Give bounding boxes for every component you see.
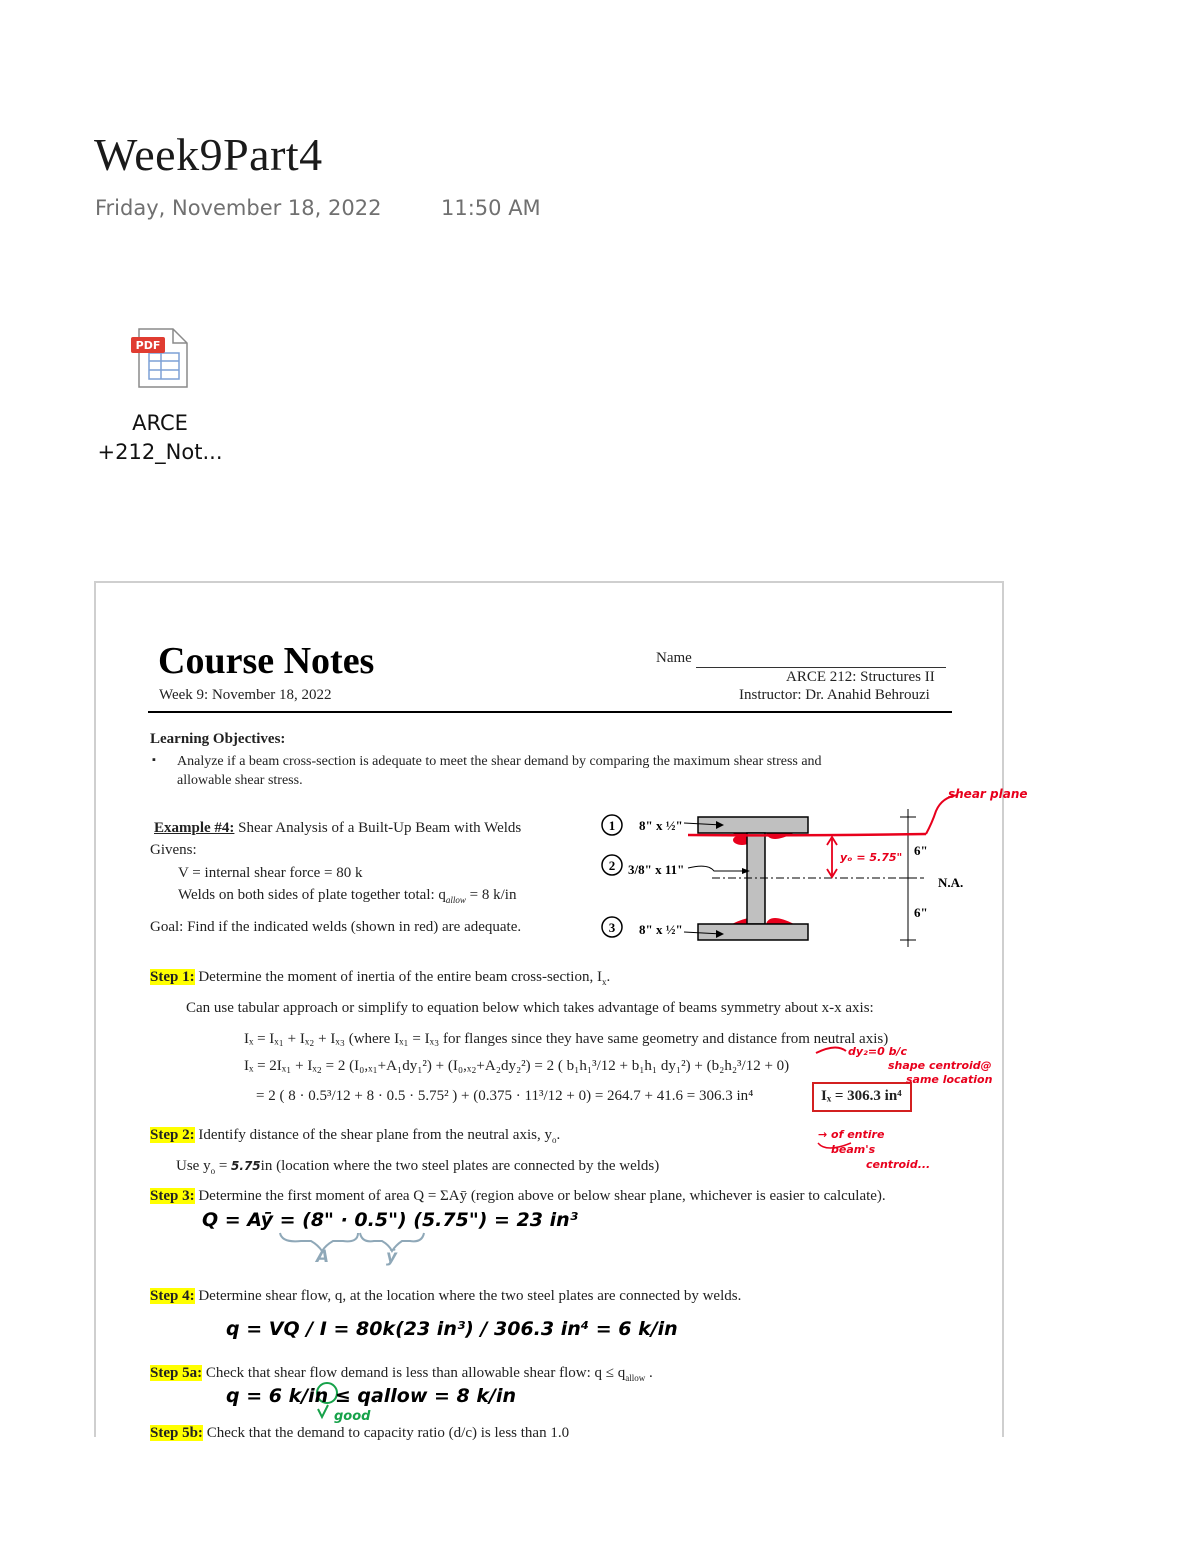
objective-line2: allowable shear stress. [177, 773, 303, 788]
label-text-1: 8" x ½" [639, 818, 683, 833]
page-time: 11:50 AM [441, 196, 541, 220]
given-welds-value: = 8 k/in [465, 887, 517, 903]
hw-of-entire: → of entire [818, 1128, 885, 1141]
leader-2 [688, 866, 748, 871]
hw-centroid: centroid... [866, 1158, 931, 1171]
step2-text: Identify distance of the shear plane from the neutral axis, y [198, 1127, 552, 1143]
page-title: Week9Part4 [94, 129, 323, 180]
given-welds-text: Welds on both sides of plate together total: q [178, 887, 446, 903]
hw-same-location: same location [906, 1073, 993, 1086]
step4 [150, 1288, 741, 1305]
step5a-end: . [645, 1365, 653, 1381]
attachment-name [90, 409, 230, 467]
givens-label: Givens: [150, 842, 197, 858]
step1-note: Can use tabular approach or simplify to equation below which takes advantage of beams symmetry about x-x axis: [186, 1000, 874, 1016]
equation-1: Iₓ = Iₓ₁ + Iₓ₂ + Iₓ₃ (where Iₓ₁ = Iₓ₃ for flanges since they have same geometry and distance from neutral axis) [244, 1031, 889, 1047]
given-welds-sub: allow [445, 895, 466, 905]
label-num-1: 1 [608, 818, 616, 833]
equation-3: = 2 ( 8 · 0.5³/12 + 8 · 0.5 · 5.75² ) + (0.375 · 11³/12 + 0) = 264.7 + 41.6 = 306.3 in⁴ [256, 1088, 754, 1104]
step4-label: Step 4: [150, 1288, 195, 1304]
goal: Goal: Find if the indicated welds (shown in red) are adequate. [150, 919, 522, 935]
step4-text: Determine shear flow, q, at the location where the two steel plates are connected by welds. [198, 1288, 742, 1304]
step3 [150, 1188, 886, 1205]
step2: Step 2: Identify distance of the shear plane from the neutral axis, $y_o$. [150, 1127, 561, 1145]
example-title: Shear Analysis of a Built-Up Beam with Welds [238, 820, 522, 836]
label-num-3: 3 [608, 920, 616, 935]
step2-use-c: in (location where the two steel plates are connected by the welds) [260, 1158, 660, 1174]
instructor: Instructor: Dr. Anahid Behrouzi [739, 687, 930, 703]
shear-plane-line [688, 834, 926, 835]
course-name: ARCE 212: Structures II [786, 669, 935, 685]
pdf-badge: PDF [135, 339, 161, 352]
step5b-text: Check that the demand to capacity ratio (d/c) is less than 1.0 [206, 1425, 570, 1441]
hw-check-calc: q = 6 k/in ≤ qallow = 8 k/in [226, 1385, 517, 1407]
label-num-2: 2 [608, 858, 616, 873]
pdf-attachment[interactable] [90, 325, 230, 467]
hw-brace-a-label: A [316, 1247, 330, 1267]
step5b [150, 1425, 569, 1442]
step5a [150, 1365, 653, 1383]
step1-sub: x [601, 977, 607, 987]
equation-2: Iₓ = 2Iₓ₁ + Iₓ₂ = 2 (I₀,ₓ₁+A₁dy₁²) + (I₀,ₓ₂+A₂dy₂²) = 2 ( b₁h₁³/12 + b₁h₁ dy₁²) + (b₂h₂³/12 + 0) [244, 1058, 790, 1074]
weld-bottom-right [766, 918, 794, 924]
step3-label: Step 3: [150, 1188, 195, 1204]
attachment-name-line2: +212_Not... [97, 440, 223, 464]
hw-q-calc: Q = Aȳ = (8" · 0.5") (5.75") = 23 in³ [202, 1209, 578, 1231]
step5b-label: Step 5b: [150, 1425, 203, 1441]
hw-brace-ybar-label: ȳ [386, 1247, 398, 1267]
dy-leader [816, 1047, 846, 1053]
dim-top-label: 6" [914, 843, 928, 858]
notes-week: Week 9: November 18, 2022 [159, 687, 332, 703]
hw-dy2-note: dy₂=0 b/c [848, 1045, 907, 1058]
step1-text: Determine the moment of inertia of the entire beam cross-section, I [198, 969, 602, 985]
ix-result: Iₓ = 306.3 in⁴ [821, 1088, 902, 1104]
step5a-text: Check that shear flow demand is less than allowable shear flow: q ≤ q [205, 1365, 626, 1381]
objective-line1: Analyze if a beam cross-section is adequate to meet the shear demand by comparing the maximum shear stress and [177, 754, 822, 769]
hw-shear-flow-calc: q = VQ / I = 80k(23 in³) / 306.3 in⁴ = 6 k/in [226, 1318, 678, 1340]
example-label: Example #4: [154, 820, 235, 836]
label-text-3: 8" x ½" [639, 922, 683, 937]
step1-label: Step 1: [150, 969, 195, 985]
hw-good: good [334, 1409, 371, 1424]
hw-yo-value: 5.75 [231, 1159, 261, 1173]
pdf-file-icon [129, 325, 191, 391]
page-date: Friday, November 18, 2022 [95, 196, 382, 220]
hw-yo-diagram: yₒ = 5.75" [840, 851, 903, 864]
step2-sub: o [551, 1135, 557, 1145]
label-text-2: 3/8" x 11" [628, 862, 685, 877]
step3-text: Determine the first moment of area Q = ΣAȳ (region above or below shear plane, whichever is easier to calculate). [198, 1188, 886, 1204]
neutral-axis-label: N.A. [938, 875, 964, 890]
step5a-label: Step 5a: [150, 1365, 203, 1381]
step5a-sub: allow [625, 1373, 646, 1383]
dim-bottom-label: 6" [914, 905, 928, 920]
notes-heading: Course Notes [158, 640, 375, 682]
given-shear-force: V = internal shear force = 80 k [178, 865, 363, 881]
name-label: Name [656, 650, 692, 666]
step2-use-sub: o [210, 1166, 216, 1176]
pdf-printout [94, 581, 1028, 1441]
objective-bullet: ▪ [152, 754, 156, 766]
step2-label: Step 2: [150, 1127, 195, 1143]
step2-use [176, 1158, 659, 1176]
step1: Step 1: Determine the moment of inertia of the entire beam cross-section, $I_x$. [150, 969, 611, 987]
hw-beams: beam's [831, 1143, 876, 1156]
objectives-title: Learning Objectives: [150, 731, 286, 747]
step2-use-a: Use y [176, 1158, 211, 1174]
hw-shape-centroid: shape centroid@ [888, 1059, 992, 1072]
bottom-flange [698, 924, 808, 940]
attachment-name-line1: ARCE [132, 411, 188, 435]
step2-use-b: = [215, 1158, 232, 1174]
hw-shear-plane: shear plane [948, 787, 1028, 801]
